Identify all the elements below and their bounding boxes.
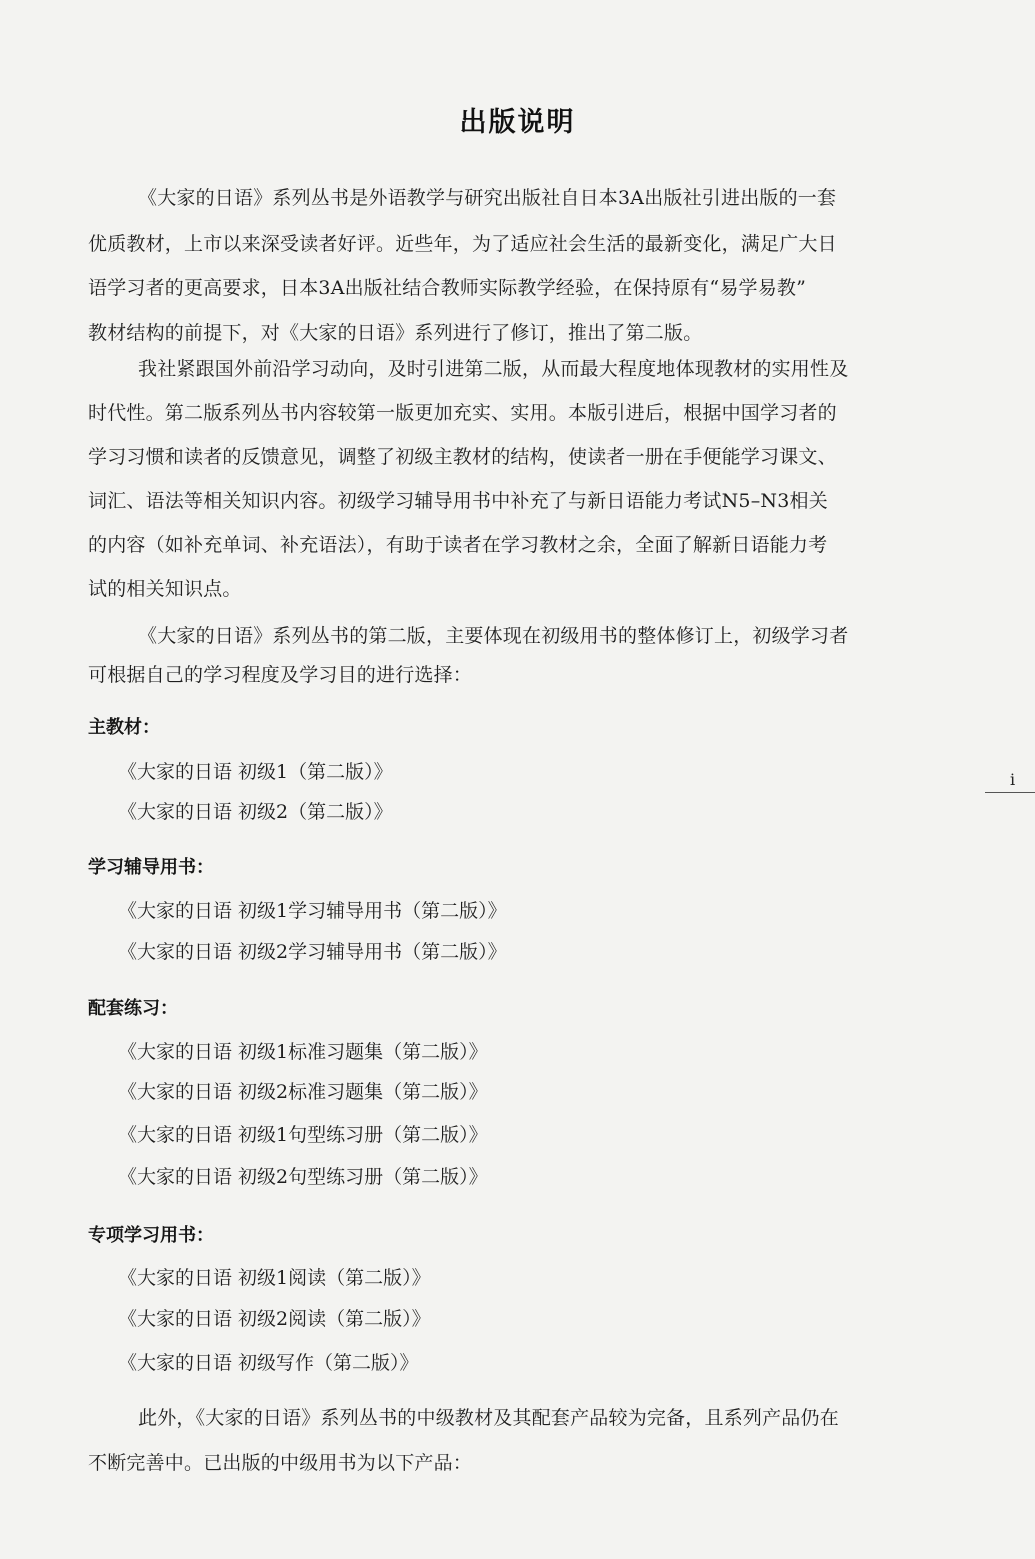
page-title: 出版说明 xyxy=(459,107,576,138)
book-list-item: 《大家的日语 初级2（第二版）》 xyxy=(118,801,393,823)
section-heading-study-guides: 学习辅导用书： xyxy=(88,857,214,878)
book-list-item: 《大家的日语 初级2阅读（第二版）》 xyxy=(118,1308,431,1330)
book-list-item: 《大家的日语 初级1标准习题集（第二版）》 xyxy=(118,1041,488,1063)
page-number: i xyxy=(1010,770,1016,789)
section-heading-exercises: 配套练习： xyxy=(88,998,178,1019)
paragraph-line: 时代性。第二版系列丛书内容较第一版更加充实、实用。本版引进后，根据中国学习者的 xyxy=(88,402,837,424)
paragraph-line: 《大家的日语》系列丛书的第二版，主要体现在初级用书的整体修订上，初级学习者 xyxy=(138,625,849,647)
paragraph-line: 试的相关知识点。 xyxy=(88,578,242,600)
book-list-item: 《大家的日语 初级1阅读（第二版）》 xyxy=(118,1267,431,1289)
paragraph-line: 不断完善中。已出版的中级用书为以下产品： xyxy=(88,1452,473,1474)
paragraph-line: 学习习惯和读者的反馈意见，调整了初级主教材的结构，使读者一册在手便能学习课文、 xyxy=(88,446,837,468)
paragraph-line: 语学习者的更高要求，日本3A出版社结合教师实际教学经验，在保持原有“易学易教” xyxy=(88,277,807,299)
section-heading-special-books: 专项学习用书： xyxy=(88,1225,214,1246)
paragraph-line: 此外，《大家的日语》系列丛书的中级教材及其配套产品较为完备，且系列产品仍在 xyxy=(138,1407,839,1429)
paragraph-line: 我社紧跟国外前沿学习动向，及时引进第二版，从而最大程度地体现教材的实用性及 xyxy=(138,358,849,380)
book-list-item: 《大家的日语 初级1（第二版）》 xyxy=(118,761,393,783)
paragraph-line: 教材结构的前提下，对《大家的日语》系列进行了修订，推出了第二版。 xyxy=(88,322,703,344)
paragraph-line: 的内容（如补充单词、补充语法），有助于读者在学习教材之余，全面了解新日语能力考 xyxy=(88,534,828,556)
book-list-item: 《大家的日语 初级写作（第二版）》 xyxy=(118,1352,419,1374)
book-list-item: 《大家的日语 初级2学习辅导用书（第二版）》 xyxy=(118,941,507,963)
book-list-item: 《大家的日语 初级1句型练习册（第二版）》 xyxy=(118,1124,488,1146)
paragraph-line: 《大家的日语》系列丛书是外语教学与研究出版社自日本3A出版社引进出版的一套 xyxy=(138,187,837,209)
book-list-item: 《大家的日语 初级1学习辅导用书（第二版）》 xyxy=(118,900,507,922)
section-heading-main-textbooks: 主教材： xyxy=(88,717,160,738)
page-edge-rule xyxy=(985,792,1035,793)
paragraph-line: 可根据自己的学习程度及学习目的进行选择： xyxy=(88,664,473,686)
paragraph-line: 词汇、语法等相关知识内容。初级学习辅导用书中补充了与新日语能力考试N5–N3相关 xyxy=(88,490,828,512)
book-list-item: 《大家的日语 初级2标准习题集（第二版）》 xyxy=(118,1081,488,1103)
book-list-item: 《大家的日语 初级2句型练习册（第二版）》 xyxy=(118,1166,488,1188)
paragraph-line: 优质教材，上市以来深受读者好评。近些年，为了适应社会生活的最新变化，满足广大日 xyxy=(88,233,837,255)
